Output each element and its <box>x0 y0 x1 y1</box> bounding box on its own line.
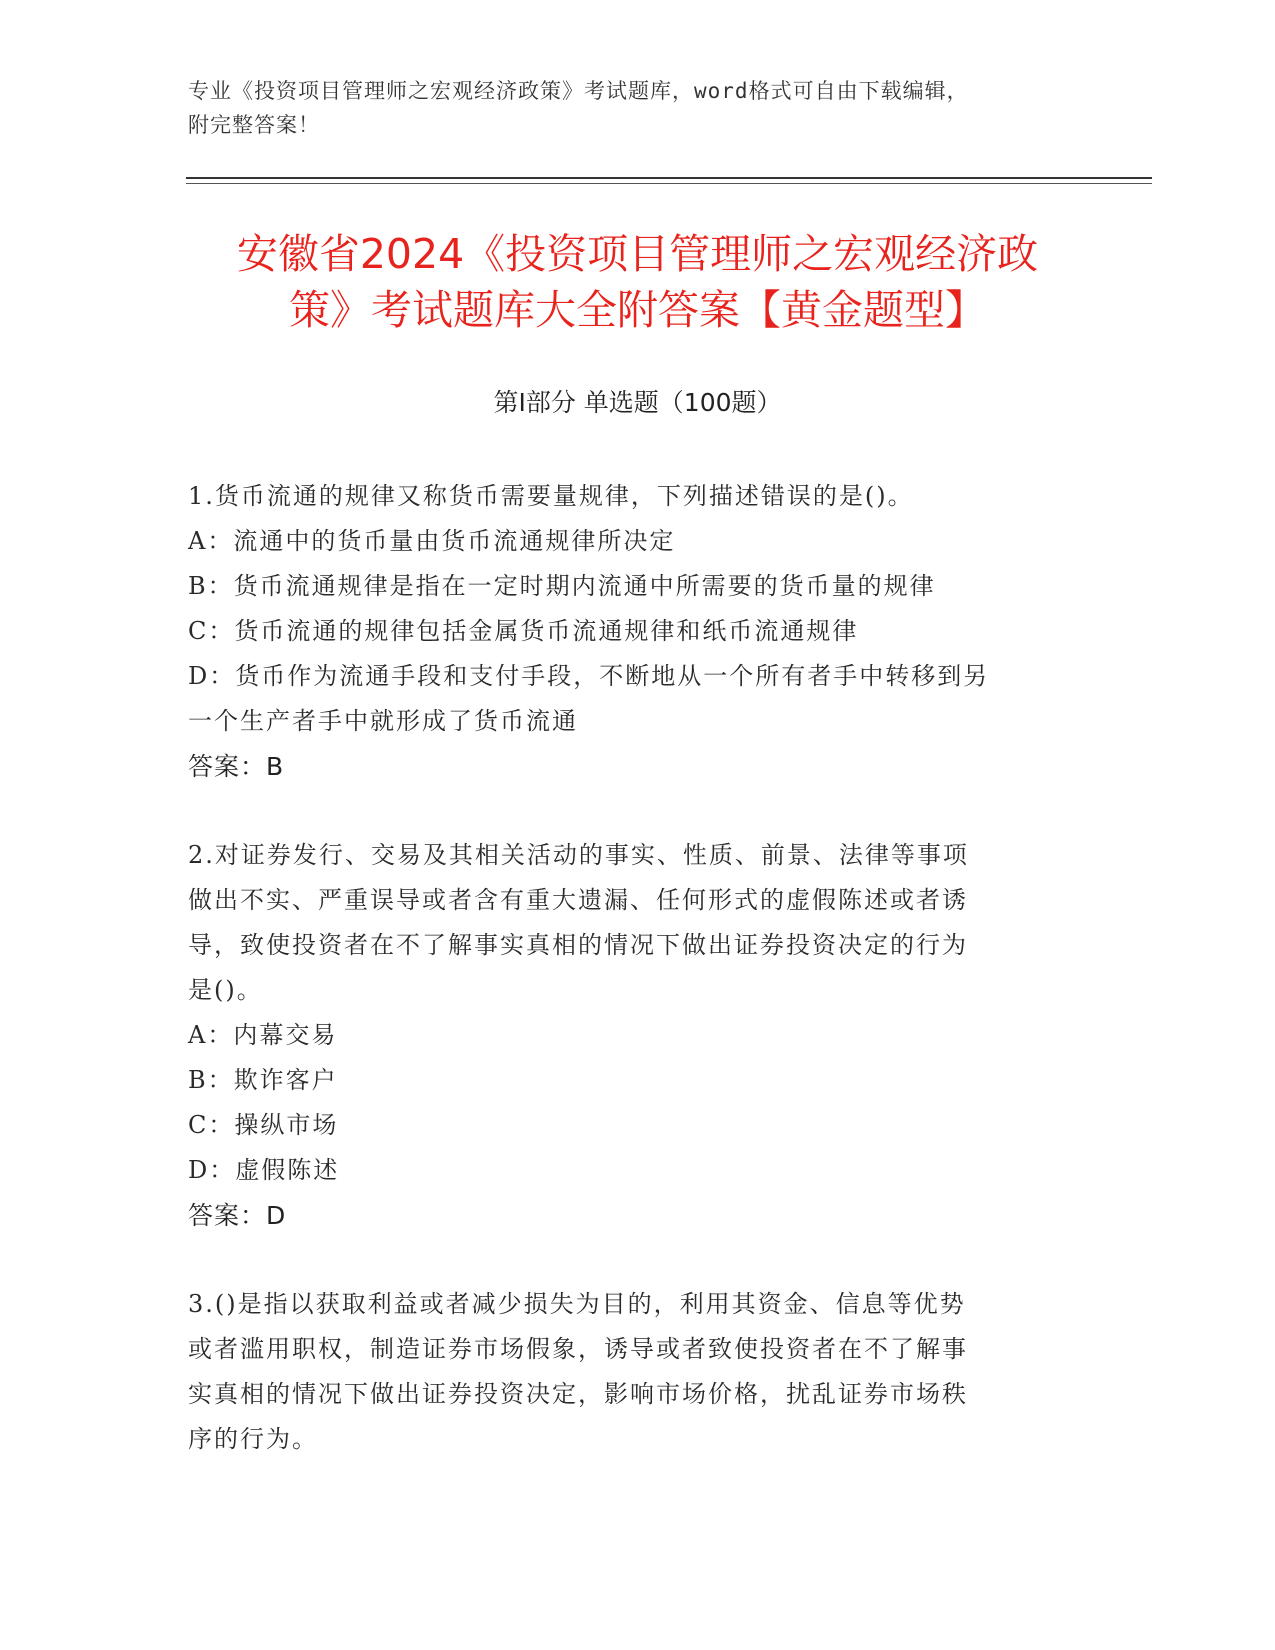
question-stem-line: 2.对证券发行、交易及其相关活动的事实、性质、前景、法律等事项 <box>188 841 969 869</box>
header-note-line: 附完整答案！ <box>188 113 320 137</box>
option-b: B：货币流通规律是指在一定时期内流通中所需要的货币量的规律 <box>188 572 936 600</box>
header-divider <box>186 177 1152 179</box>
question-stem-line: 是()。 <box>188 976 263 1004</box>
question-stem-line: 1.货币流通的规律又称货币需要量规律，下列描述错误的是()。 <box>188 482 914 510</box>
question-item <box>188 1282 1068 1462</box>
option-c: C：货币流通的规律包括金属货币流通规律和纸币流通规律 <box>188 617 859 645</box>
document-title-line: 策》考试题库大全附答案【黄金题型】 <box>289 286 986 334</box>
option-a: A：内幕交易 <box>188 1021 338 1049</box>
question-stem-line: 或者滥用职权，制造证券市场假象，诱导或者致使投资者在不了解事 <box>188 1335 968 1363</box>
document-title-line: 安徽省2024《投资项目管理师之宏观经济政 <box>236 230 1039 278</box>
header-divider-thin <box>186 183 1152 184</box>
answer-label: 答案：D <box>188 1201 287 1230</box>
question-item <box>188 833 1068 1239</box>
question-stem-line: 做出不实、严重误导或者含有重大遗漏、任何形式的虚假陈述或者诱 <box>188 886 968 914</box>
question-stem-line: 3.()是指以获取利益或者减少损失为目的，利用其资金、信息等优势 <box>188 1290 966 1318</box>
question-stem-line: 导，致使投资者在不了解事实真相的情况下做出证券投资决定的行为 <box>188 931 968 959</box>
option-d-continued: 一个生产者手中就形成了货币流通 <box>188 707 578 735</box>
option-d: D：货币作为流通手段和支付手段，不断地从一个所有者手中转移到另 <box>188 662 990 690</box>
question-stem-line: 序的行为。 <box>188 1425 318 1453</box>
question-stem-line: 实真相的情况下做出证券投资决定，影响市场价格，扰乱证券市场秩 <box>188 1380 968 1408</box>
option-b: B：欺诈客户 <box>188 1066 338 1094</box>
answer-label: 答案：B <box>188 752 285 781</box>
header-note <box>188 74 1088 142</box>
question-list <box>188 474 1068 1505</box>
option-a: A：流通中的货币量由货币流通规律所决定 <box>188 527 676 555</box>
option-c: C：操纵市场 <box>188 1111 339 1139</box>
header-note-line: 专业《投资项目管理师之宏观经济政策》考试题库，word格式可自由下载编辑， <box>188 79 969 103</box>
question-item <box>188 474 1068 790</box>
section-heading: 第Ⅰ部分 单选题（100题） <box>493 388 782 417</box>
document-title <box>150 226 1125 338</box>
option-d: D：虚假陈述 <box>188 1156 340 1184</box>
